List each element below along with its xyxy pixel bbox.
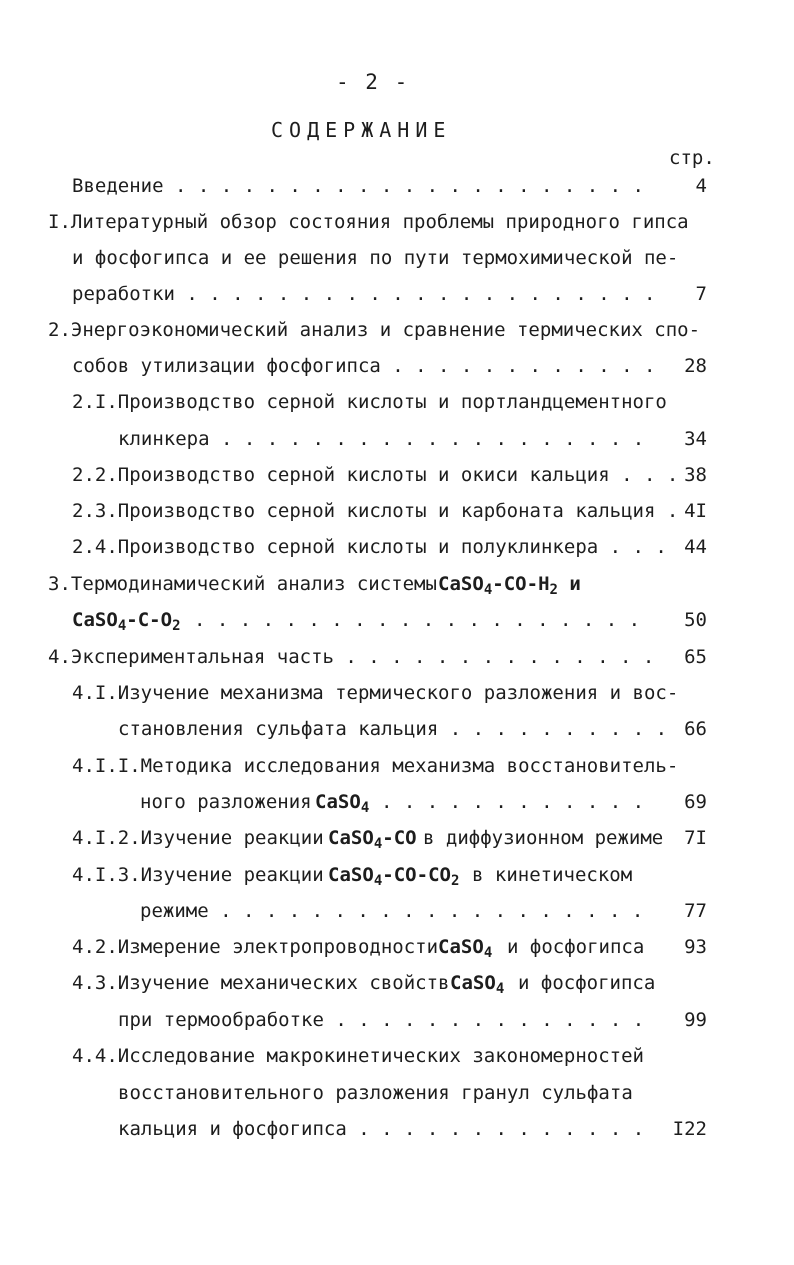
toc-entry-text: реработки . . . . . . . . . . . . . . . . . . . . . (72, 283, 656, 305)
toc-entry-text: кальция и фосфогипса . . . . . . . . . . . . . (118, 1118, 645, 1140)
toc-entry-text: 4.I.Изучение механизма термического разложения и вос- (72, 682, 679, 704)
toc-entry-page: 99 (684, 1009, 707, 1031)
chemical-formula: CaSO$_4$-CO (328, 827, 417, 852)
toc-entry-leader-dots: . . . . . . . . . . . . (381, 791, 645, 813)
toc-entry-text: I.Литературный обзор состояния проблемы природного гипса (48, 211, 689, 233)
toc-entry-text: 4.I.3.Изучение реакции (72, 864, 324, 886)
chemical-formula: $CaSO_4-CO-H_2$ и (438, 573, 581, 598)
toc-entry-page: 44 (684, 536, 707, 558)
toc-entry-text: собов утилизации фосфогипса . . . . . . . . . . . . (72, 355, 656, 377)
page-title: СОДЕРЖАНИЕ (271, 118, 452, 142)
toc-entry-page: 7 (695, 283, 707, 305)
toc-entry-text: в кинетическом (472, 864, 633, 886)
toc-entry-text: 3.Термодинамический анализ системы (48, 573, 437, 595)
chemical-formula: CaSO$_4$ (315, 791, 370, 816)
toc-entry-text: 2.4.Производство серной кислоты и полуклинкера . . . (72, 536, 667, 558)
page-number: - 2 - (336, 70, 410, 94)
toc-entry-page: 7I (684, 827, 707, 849)
toc-entry-text: 2.2.Производство серной кислоты и окиси кальция . . . (72, 464, 679, 486)
toc-entry-page: 28 (684, 355, 707, 377)
toc-entry-text: и фосфогипса и ее решения по пути термохимической пе- (72, 247, 679, 269)
toc-entry-page: 77 (684, 900, 707, 922)
toc-entry-page: 34 (684, 428, 707, 450)
toc-entry-text: 4.3.Изучение механических свойств (72, 972, 450, 994)
toc-entry-text: восстановительного разложения гранул сульфата (118, 1082, 633, 1104)
toc-entry-text: 2.Энергоэкономический анализ и сравнение термических спо- (48, 319, 701, 341)
toc-entry-page: 50 (684, 609, 707, 631)
toc-entry-text: 4.I.2.Изучение реакции (72, 827, 324, 849)
toc-entry-text: и фосфогипса (518, 972, 656, 994)
chemical-formula: CaSO$_4$ (450, 972, 505, 997)
toc-entry-page: 69 (684, 791, 707, 813)
toc-entry-text: и фосфогипса (507, 936, 645, 958)
toc-entry-text: 2.3.Производство серной кислоты и карбоната кальция . (72, 500, 679, 522)
toc-entry-text: 4.2.Измерение электропроводности (72, 936, 439, 958)
toc-entry-page: 93 (684, 936, 707, 958)
toc-entry-page: I22 (672, 1118, 707, 1140)
toc-entry-text: режиме . . . . . . . . . . . . . . . . . . . (140, 900, 644, 922)
toc-entry-text: клинкера . . . . . . . . . . . . . . . . . . . (118, 428, 645, 450)
chemical-formula: CaSO$_4$ (438, 936, 493, 961)
toc-entry-text: в диффузионном режиме (423, 827, 664, 849)
toc-entry-page: 65 (684, 646, 707, 668)
toc-entry-text: 4.I.I.Методика исследования механизма восстановитель- (72, 755, 679, 777)
chemical-formula: $CaSO_4-CO-CO_2$ (328, 864, 460, 889)
toc-entry-text: 4.Экспериментальная часть . . . . . . . . . . . . . . (48, 646, 655, 668)
toc-entry-text: 4.4.Исследование макрокинетических закономерностей (72, 1045, 644, 1067)
toc-entry-page: 4I (684, 500, 707, 522)
chemical-formula: $CaSO_4-C-O_2$ (72, 609, 181, 634)
toc-entry-text: становления сульфата кальция . . . . . . . . . . (118, 718, 668, 740)
toc-entry-page: 66 (684, 718, 707, 740)
pages-column-header: стр. (669, 147, 715, 169)
toc-entry-text: ного разложения (140, 791, 312, 813)
toc-entry-text: Введение . . . . . . . . . . . . . . . . . . . . . (72, 175, 644, 197)
toc-entry-text: при термообработке . . . . . . . . . . . . . . (118, 1009, 645, 1031)
toc-entry-page: 38 (684, 464, 707, 486)
toc-entry-leader-dots: . . . . . . . . . . . . . . . . . . . . (194, 609, 641, 631)
toc-entry-text: 2.I.Производство серной кислоты и портландцементного (72, 391, 667, 413)
toc-entry-page: 4 (695, 175, 707, 197)
